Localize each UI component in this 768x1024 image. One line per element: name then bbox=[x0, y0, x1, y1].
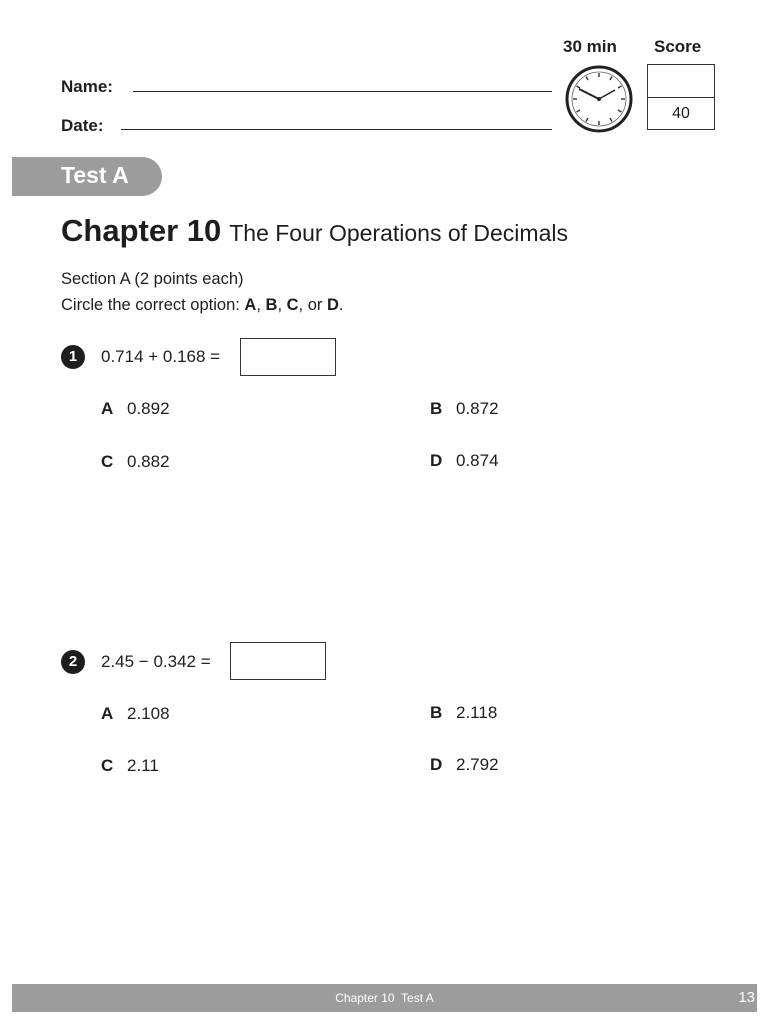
instruction-separator: , bbox=[256, 296, 266, 314]
page-number: 13 bbox=[738, 989, 755, 1006]
option-a[interactable] bbox=[101, 704, 170, 724]
score-label: Score bbox=[654, 37, 702, 56]
score-box[interactable] bbox=[647, 64, 715, 130]
instruction-option-b: B bbox=[265, 296, 278, 314]
footer-bar bbox=[12, 984, 757, 1012]
question-number-badge: 1 bbox=[61, 345, 85, 369]
option-letter: D bbox=[430, 451, 443, 470]
option-c[interactable] bbox=[101, 756, 159, 776]
option-value: 0.874 bbox=[456, 451, 499, 470]
option-letter: A bbox=[101, 704, 114, 723]
instruction-option-d: D bbox=[326, 296, 339, 314]
date-label: Date: bbox=[61, 116, 104, 135]
chapter-heading bbox=[61, 213, 568, 249]
time-limit-label: 30 min bbox=[563, 37, 617, 56]
name-label: Name: bbox=[61, 77, 113, 96]
footer-text: Chapter 10 Test A bbox=[335, 991, 434, 1005]
answer-box[interactable] bbox=[240, 338, 336, 376]
instruction-option-c: C bbox=[286, 296, 299, 314]
instruction-separator: , or bbox=[298, 296, 327, 314]
option-value: 2.118 bbox=[456, 703, 498, 722]
instruction-end: . bbox=[338, 296, 344, 314]
instruction-text: Circle the correct option: bbox=[61, 296, 245, 314]
option-b[interactable] bbox=[430, 399, 499, 419]
chapter-title: The Four Operations of Decimals bbox=[229, 220, 568, 246]
test-banner: Test A bbox=[12, 157, 162, 196]
section-heading: Section A (2 points each) bbox=[61, 270, 244, 288]
option-letter: B bbox=[430, 703, 443, 722]
score-entry-cell[interactable] bbox=[648, 65, 714, 98]
option-a[interactable] bbox=[101, 399, 170, 419]
instruction-option-a: A bbox=[244, 296, 257, 314]
option-letter: A bbox=[101, 399, 114, 418]
option-b[interactable] bbox=[430, 703, 497, 723]
question-expression: 2.45 − 0.342 = bbox=[101, 652, 211, 671]
option-value: 0.872 bbox=[456, 399, 499, 418]
option-value: 0.882 bbox=[127, 452, 170, 471]
option-letter: B bbox=[430, 399, 443, 418]
option-value: 2.108 bbox=[127, 704, 170, 723]
option-value: 2.11 bbox=[127, 756, 159, 775]
score-total: 40 bbox=[672, 105, 690, 122]
option-value: 0.892 bbox=[127, 399, 170, 418]
option-d[interactable] bbox=[430, 755, 499, 775]
option-letter: C bbox=[101, 452, 114, 471]
date-line[interactable] bbox=[121, 129, 552, 130]
option-value: 2.792 bbox=[456, 755, 499, 774]
question-number-badge: 2 bbox=[61, 650, 85, 674]
option-letter: C bbox=[101, 756, 114, 775]
option-c[interactable] bbox=[101, 452, 170, 472]
section-instruction bbox=[61, 296, 343, 315]
question-expression: 0.714 + 0.168 = bbox=[101, 347, 221, 366]
name-line[interactable] bbox=[133, 91, 552, 92]
option-d[interactable] bbox=[430, 451, 499, 471]
clock-icon bbox=[565, 65, 633, 133]
option-letter: D bbox=[430, 755, 443, 774]
answer-box[interactable] bbox=[230, 642, 326, 680]
chapter-number: Chapter 10 bbox=[61, 213, 222, 248]
instruction-separator: , bbox=[277, 296, 287, 314]
